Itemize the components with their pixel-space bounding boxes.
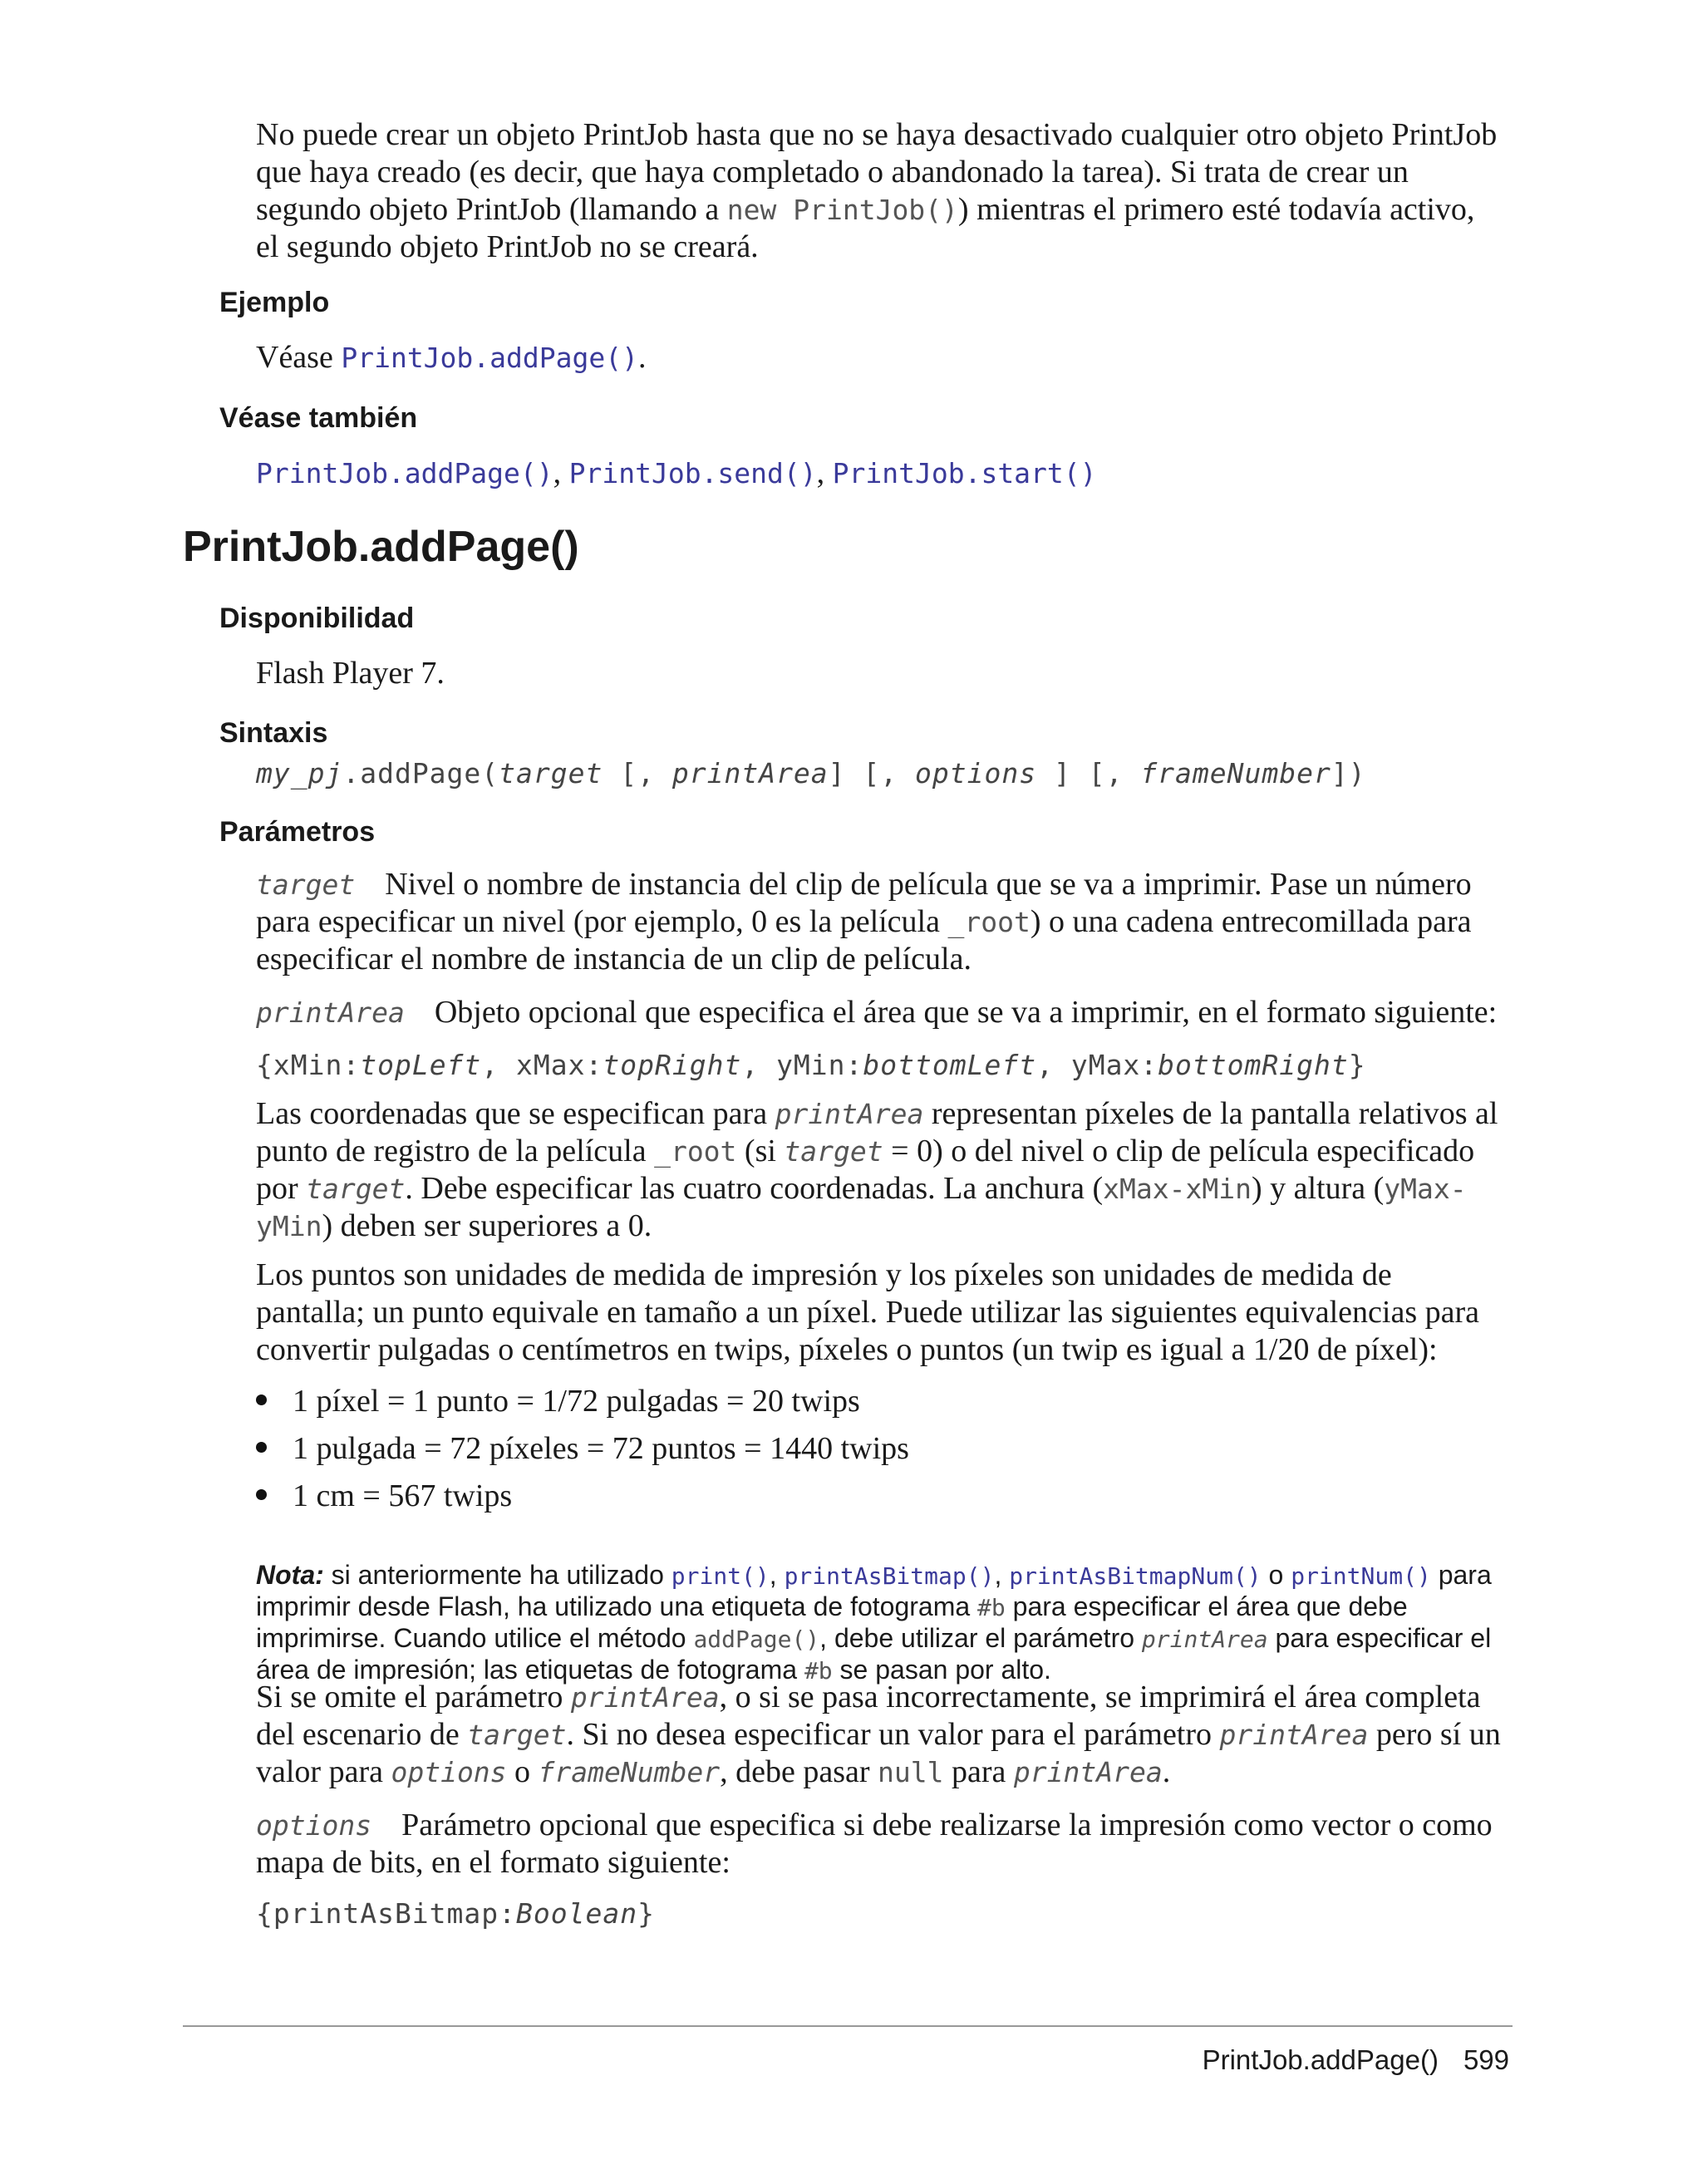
conversion-list	[256, 1378, 909, 1520]
syntax-heading: Sintaxis	[219, 717, 328, 749]
code-target: target	[467, 1719, 567, 1751]
syntax-options: options	[915, 757, 1037, 789]
code-part: , xMax:	[481, 1049, 603, 1081]
link-printnum[interactable]: printNum()	[1291, 1562, 1431, 1590]
separator: ,	[553, 455, 569, 490]
code-bottomleft: bottomLeft	[863, 1049, 1037, 1081]
note-paragraph	[256, 1560, 1519, 1686]
syntax-sep: [,	[603, 757, 672, 789]
code-target: target	[306, 1173, 406, 1205]
param-desc-target: Nivel o nombre de instancia del clip de película que se va a imprimir. Pase un número para especificar un nivel (por ejemplo, 0 es la película	[256, 867, 1472, 939]
example-paragraph	[256, 339, 1503, 376]
see-also-links	[256, 455, 1503, 492]
link-printasbitmapnum[interactable]: printAsBitmapNum()	[1009, 1562, 1262, 1590]
param-options	[256, 1807, 1503, 1881]
param-target	[256, 866, 1503, 978]
code-target: target	[784, 1135, 883, 1168]
text: , debe utilizar el parámetro	[819, 1623, 1142, 1653]
code-width: xMax-xMin	[1103, 1173, 1252, 1205]
code-part: }	[637, 1897, 655, 1930]
param-printarea	[256, 994, 1503, 1031]
code-printarea: printArea	[1141, 1626, 1268, 1653]
separator: o	[1261, 1560, 1291, 1590]
code-part: {printAsBitmap:	[256, 1897, 517, 1930]
see-also-heading: Véase también	[219, 402, 418, 434]
separator: ,	[994, 1560, 1010, 1590]
param-name-target: target	[256, 868, 356, 901]
omit-paragraph	[256, 1679, 1503, 1791]
code-printarea: printArea	[570, 1681, 720, 1714]
note-label: Nota:	[256, 1560, 324, 1590]
example-heading: Ejemplo	[219, 287, 330, 318]
list-item: 1 pulgada = 72 píxeles = 72 puntos = 1440 twips	[256, 1425, 909, 1473]
code-new-printjob: new PrintJob()	[726, 194, 958, 226]
syntax-object: my_pj	[256, 757, 343, 789]
options-code	[256, 1897, 655, 1930]
code-printarea: printArea	[1013, 1756, 1163, 1788]
intro-paragraph	[256, 116, 1503, 266]
availability-text: Flash Player 7.	[256, 656, 445, 691]
syntax-close: ])	[1331, 757, 1366, 789]
text: pero sí un valor para	[256, 1717, 1501, 1789]
text: , o si se pasa incorrectamente, se imprimirá el área completa del escenario de	[256, 1680, 1481, 1752]
intro-text-end: ) mientras el primero esté todavía activo, el segundo objeto PrintJob no se creará.	[256, 192, 1475, 264]
text: para especificar el área de impresión; las etiquetas de fotograma	[256, 1623, 1492, 1685]
text: .	[1162, 1754, 1171, 1789]
code-topleft: topLeft	[360, 1049, 482, 1081]
page-number: 599	[1463, 2044, 1509, 2075]
syntax-target: target	[499, 757, 603, 789]
code-options: options	[391, 1756, 507, 1788]
text: para	[943, 1754, 1014, 1789]
code-part: {xMin:	[256, 1049, 361, 1081]
code-root: _root	[947, 906, 1031, 938]
text: Si se omite el parámetro	[256, 1680, 571, 1714]
text: . Debe especificar las cuatro coordenadas. La anchura (	[405, 1171, 1104, 1206]
list-item: 1 píxel = 1 punto = 1/72 pulgadas = 20 twips	[256, 1378, 909, 1425]
code-frame-label: #b	[804, 1657, 833, 1685]
code-addpage: addPage()	[693, 1626, 820, 1653]
syntax-method: .addPage(	[342, 757, 499, 789]
text: , debe pasar	[720, 1754, 878, 1789]
syntax-printarea: printArea	[671, 757, 829, 789]
text: representan píxeles de la pantalla relativos al punto de registro de la película	[256, 1096, 1498, 1168]
syntax-line	[256, 757, 1366, 789]
code-null: null	[878, 1756, 944, 1788]
code-part: }	[1348, 1049, 1366, 1081]
code-height: yMax-yMin	[256, 1173, 1467, 1242]
code-bottomright: bottomRight	[1158, 1049, 1349, 1081]
text: o	[506, 1754, 539, 1789]
coords-paragraph	[256, 1095, 1503, 1245]
availability-heading: Disponibilidad	[219, 603, 415, 634]
text: ) y altura (	[1251, 1171, 1385, 1206]
text: = 0) o del nivel o clip de película especificado por	[256, 1134, 1475, 1206]
coords-code	[256, 1049, 1366, 1081]
units-paragraph: Los puntos son unidades de medida de impresión y los píxeles son unidades de medida de pantalla; un punto equivale en tamaño a un píxel. Puede utilizar las siguientes equivalencias para convertir pulgadas o centímetros en twips, píxeles o puntos (un twip es igual a 1/20 de píxel):	[256, 1257, 1480, 1367]
param-name-options: options	[256, 1809, 372, 1842]
code-part: , yMin:	[741, 1049, 863, 1081]
footer-title: PrintJob.addPage()	[1202, 2044, 1439, 2075]
param-desc-options: Parámetro opcional que especifica si debe realizarse la impresión como vector o como mapa de bits, en el formato siguiente:	[256, 1808, 1493, 1880]
text: . Si no desea especificar un valor para el parámetro	[566, 1717, 1220, 1752]
see-also-link-start[interactable]: PrintJob.start()	[832, 457, 1097, 489]
text: si anteriormente ha utilizado	[323, 1560, 671, 1590]
link-print[interactable]: print()	[671, 1562, 770, 1590]
text: (si	[736, 1134, 785, 1168]
text: Las coordenadas que se especifican para	[256, 1096, 775, 1131]
separator: ,	[816, 455, 833, 490]
param-desc-target-end: ) o una cadena entrecomillada para especificar el nombre de instancia de un clip de película.	[256, 904, 1472, 976]
list-item: 1 cm = 567 twips	[256, 1473, 909, 1520]
example-period: .	[637, 340, 647, 375]
example-link[interactable]: PrintJob.addPage()	[341, 342, 638, 374]
code-root: _root	[654, 1135, 737, 1168]
syntax-framenumber: frameNumber	[1140, 757, 1331, 789]
separator: ,	[769, 1560, 785, 1590]
code-framenumber: frameNumber	[538, 1756, 721, 1788]
example-text: Véase	[256, 340, 342, 375]
param-name-printarea: printArea	[256, 996, 405, 1029]
link-printasbitmap[interactable]: printAsBitmap()	[784, 1562, 995, 1590]
footer-rule	[183, 2025, 1513, 2027]
syntax-sep: ] [,	[1036, 757, 1141, 789]
see-also-link-addpage[interactable]: PrintJob.addPage()	[256, 457, 553, 489]
section-title: PrintJob.addPage()	[183, 523, 579, 571]
code-printarea: printArea	[1219, 1719, 1369, 1751]
text: ) deben ser superiores a 0.	[322, 1208, 652, 1243]
text: se pasan por alto.	[832, 1655, 1051, 1685]
code-topright: topRight	[603, 1049, 742, 1081]
text: para especificar el área que debe imprimirse. Cuando utilice el método	[256, 1591, 1408, 1653]
code-printarea: printArea	[775, 1098, 924, 1130]
param-desc-printarea: Objeto opcional que especifica el área que se va a imprimir, en el formato siguiente:	[434, 995, 1498, 1030]
code-boolean: Boolean	[516, 1897, 638, 1930]
intro-text: No puede crear un objeto PrintJob hasta que no se haya desactivado cualquier otro objeto PrintJob que haya creado (es decir, que haya completado o abandonado la tarea). Si trata de crear un segundo objeto PrintJob (llamando a	[256, 117, 1498, 227]
see-also-link-send[interactable]: PrintJob.send()	[568, 457, 817, 489]
code-part: , yMax:	[1036, 1049, 1158, 1081]
text: para imprimir desde Flash, ha utilizado una etiqueta de fotograma	[256, 1560, 1492, 1621]
syntax-sep: ] [,	[828, 757, 916, 789]
page-footer	[1203, 2044, 1509, 2076]
code-frame-label: #b	[977, 1594, 1006, 1621]
params-heading: Parámetros	[219, 816, 376, 848]
